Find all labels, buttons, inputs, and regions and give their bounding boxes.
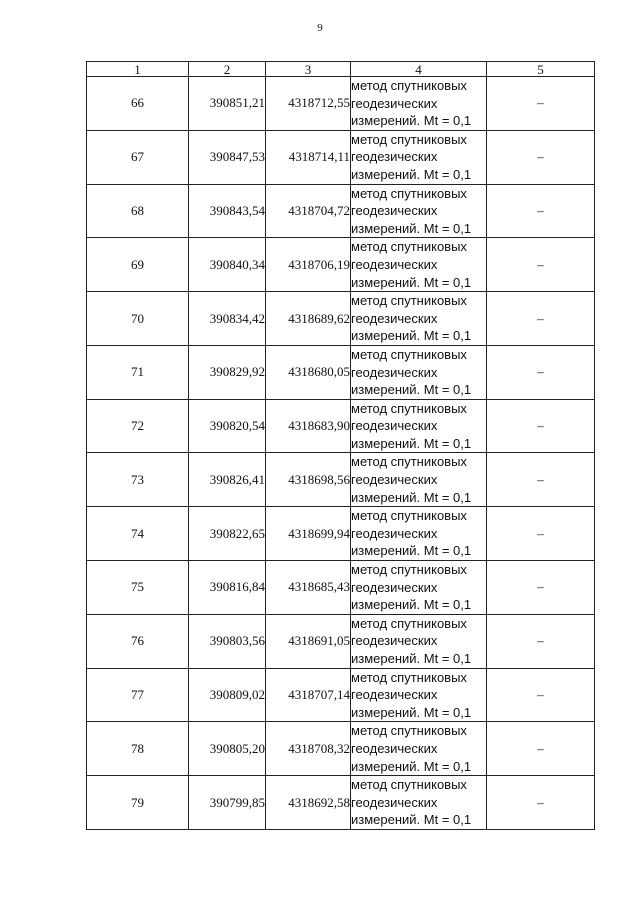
method-text-line: метод спутниковых: [351, 293, 467, 309]
point-number-cell: 73: [87, 453, 189, 507]
table-row: [87, 453, 595, 507]
table-row: [87, 399, 595, 453]
y-coordinate-cell: 4318685,43: [266, 561, 351, 615]
x-coordinate-cell: 390851,21: [189, 77, 266, 131]
method-text-line: геодезических: [351, 525, 438, 541]
method-text-line: геодезических: [351, 95, 438, 111]
point-number-cell: 72: [87, 399, 189, 453]
method-cell: [351, 453, 487, 507]
point-number-cell: 78: [87, 722, 189, 776]
table-row: [87, 77, 595, 131]
point-number-cell: 71: [87, 345, 189, 399]
x-coordinate-cell: 390840,34: [189, 238, 266, 292]
method-cell: [351, 77, 487, 131]
point-number-cell: 70: [87, 292, 189, 346]
method-text-line: геодезических: [351, 418, 438, 434]
point-number-cell: 69: [87, 238, 189, 292]
method-cell: [351, 561, 487, 615]
method-text-line: метод спутниковых: [351, 508, 467, 524]
x-coordinate-cell: 390803,56: [189, 614, 266, 668]
column-header-1: 1: [87, 62, 189, 77]
accuracy-cell: –: [487, 722, 595, 776]
method-text-line: измерений. Mt = 0,1: [351, 274, 472, 290]
accuracy-cell: –: [487, 77, 595, 131]
accuracy-cell: –: [487, 776, 595, 830]
method-text-line: метод спутниковых: [351, 615, 467, 631]
method-cell: [351, 399, 487, 453]
table-row: [87, 561, 595, 615]
method-text-line: метод спутниковых: [351, 669, 467, 685]
x-coordinate-cell: 390826,41: [189, 453, 266, 507]
x-coordinate-cell: 390805,20: [189, 722, 266, 776]
accuracy-cell: –: [487, 614, 595, 668]
table-row: [87, 238, 595, 292]
table-row: [87, 722, 595, 776]
method-text-line: геодезических: [351, 794, 438, 810]
method-text-line: измерений. Mt = 0,1: [351, 220, 472, 236]
x-coordinate-cell: 390834,42: [189, 292, 266, 346]
column-header-4: 4: [351, 62, 487, 77]
method-text-line: измерений. Mt = 0,1: [351, 543, 472, 559]
point-number-cell: 76: [87, 614, 189, 668]
y-coordinate-cell: 4318699,94: [266, 507, 351, 561]
method-text-line: измерений. Mt = 0,1: [351, 758, 472, 774]
table-row: [87, 776, 595, 830]
x-coordinate-cell: 390816,84: [189, 561, 266, 615]
method-text-line: измерений. Mt = 0,1: [351, 166, 472, 182]
method-text-line: метод спутниковых: [351, 131, 467, 147]
x-coordinate-cell: 390822,65: [189, 507, 266, 561]
method-text-line: геодезических: [351, 310, 438, 326]
accuracy-cell: –: [487, 561, 595, 615]
method-text-line: метод спутниковых: [351, 454, 467, 470]
table-row: [87, 184, 595, 238]
method-text-line: измерений. Mt = 0,1: [351, 113, 472, 129]
table-row: [87, 130, 595, 184]
method-text-line: геодезических: [351, 633, 438, 649]
method-text-line: геодезических: [351, 740, 438, 756]
x-coordinate-cell: 390847,53: [189, 130, 266, 184]
method-text-line: геодезических: [351, 256, 438, 272]
accuracy-cell: –: [487, 292, 595, 346]
table-body: [87, 77, 595, 830]
method-text-line: измерений. Mt = 0,1: [351, 435, 472, 451]
accuracy-cell: –: [487, 184, 595, 238]
point-number-cell: 68: [87, 184, 189, 238]
table-row: [87, 345, 595, 399]
x-coordinate-cell: 390843,54: [189, 184, 266, 238]
method-cell: [351, 776, 487, 830]
method-text-line: геодезических: [351, 203, 438, 219]
method-text-line: измерений. Mt = 0,1: [351, 382, 472, 398]
method-text-line: геодезических: [351, 472, 438, 488]
method-text-line: метод спутниковых: [351, 78, 467, 93]
point-number-cell: 79: [87, 776, 189, 830]
y-coordinate-cell: 4318691,05: [266, 614, 351, 668]
method-text-line: измерений. Mt = 0,1: [351, 651, 472, 666]
method-text-line: метод спутниковых: [351, 400, 467, 416]
column-header-3: 3: [266, 62, 351, 77]
accuracy-cell: –: [487, 238, 595, 292]
point-number-cell: 66: [87, 77, 189, 131]
method-text-line: измерений. Mt = 0,1: [351, 489, 472, 505]
method-text-line: метод спутниковых: [351, 239, 467, 255]
accuracy-cell: –: [487, 130, 595, 184]
method-cell: [351, 238, 487, 292]
method-text-line: метод спутниковых: [351, 562, 467, 578]
x-coordinate-cell: 390799,85: [189, 776, 266, 830]
method-cell: [351, 614, 487, 668]
accuracy-cell: –: [487, 345, 595, 399]
point-number-cell: 74: [87, 507, 189, 561]
point-number-cell: 75: [87, 561, 189, 615]
y-coordinate-cell: 4318707,14: [266, 668, 351, 722]
method-text-line: геодезических: [351, 687, 438, 703]
method-text-line: метод спутниковых: [351, 185, 467, 201]
y-coordinate-cell: 4318708,32: [266, 722, 351, 776]
accuracy-cell: –: [487, 668, 595, 722]
method-text-line: измерений. Mt = 0,1: [351, 812, 472, 828]
y-coordinate-cell: 4318704,72: [266, 184, 351, 238]
x-coordinate-cell: 390829,92: [189, 345, 266, 399]
method-cell: [351, 130, 487, 184]
y-coordinate-cell: 4318698,56: [266, 453, 351, 507]
table-row: [87, 292, 595, 346]
column-header-5: 5: [487, 62, 595, 77]
x-coordinate-cell: 390809,02: [189, 668, 266, 722]
point-number-cell: 67: [87, 130, 189, 184]
page-number: 9: [317, 22, 323, 34]
accuracy-cell: –: [487, 399, 595, 453]
method-text-line: измерений. Mt = 0,1: [351, 597, 472, 613]
method-cell: [351, 668, 487, 722]
point-number-cell: 77: [87, 668, 189, 722]
method-cell: [351, 184, 487, 238]
method-text-line: метод спутниковых: [351, 777, 467, 793]
method-cell: [351, 345, 487, 399]
y-coordinate-cell: 4318712,55: [266, 77, 351, 131]
method-text-line: метод спутниковых: [351, 723, 467, 739]
method-text-line: измерений. Mt = 0,1: [351, 704, 472, 720]
method-cell: [351, 292, 487, 346]
method-text-line: измерений. Mt = 0,1: [351, 328, 472, 344]
method-cell: [351, 722, 487, 776]
method-text-line: геодезических: [351, 149, 438, 165]
y-coordinate-cell: 4318683,90: [266, 399, 351, 453]
coordinates-table: [86, 61, 595, 830]
y-coordinate-cell: 4318692,58: [266, 776, 351, 830]
accuracy-cell: –: [487, 507, 595, 561]
method-cell: [351, 507, 487, 561]
x-coordinate-cell: 390820,54: [189, 399, 266, 453]
table-row: [87, 614, 595, 668]
method-text-line: геодезических: [351, 364, 438, 380]
column-header-2: 2: [189, 62, 266, 77]
y-coordinate-cell: 4318714,11: [266, 130, 351, 184]
table-row: [87, 668, 595, 722]
method-text-line: метод спутниковых: [351, 346, 467, 362]
y-coordinate-cell: 4318706,19: [266, 238, 351, 292]
method-text-line: геодезических: [351, 579, 438, 595]
table-row: [87, 507, 595, 561]
y-coordinate-cell: 4318689,62: [266, 292, 351, 346]
table-header-row: [87, 62, 595, 77]
y-coordinate-cell: 4318680,05: [266, 345, 351, 399]
accuracy-cell: –: [487, 453, 595, 507]
